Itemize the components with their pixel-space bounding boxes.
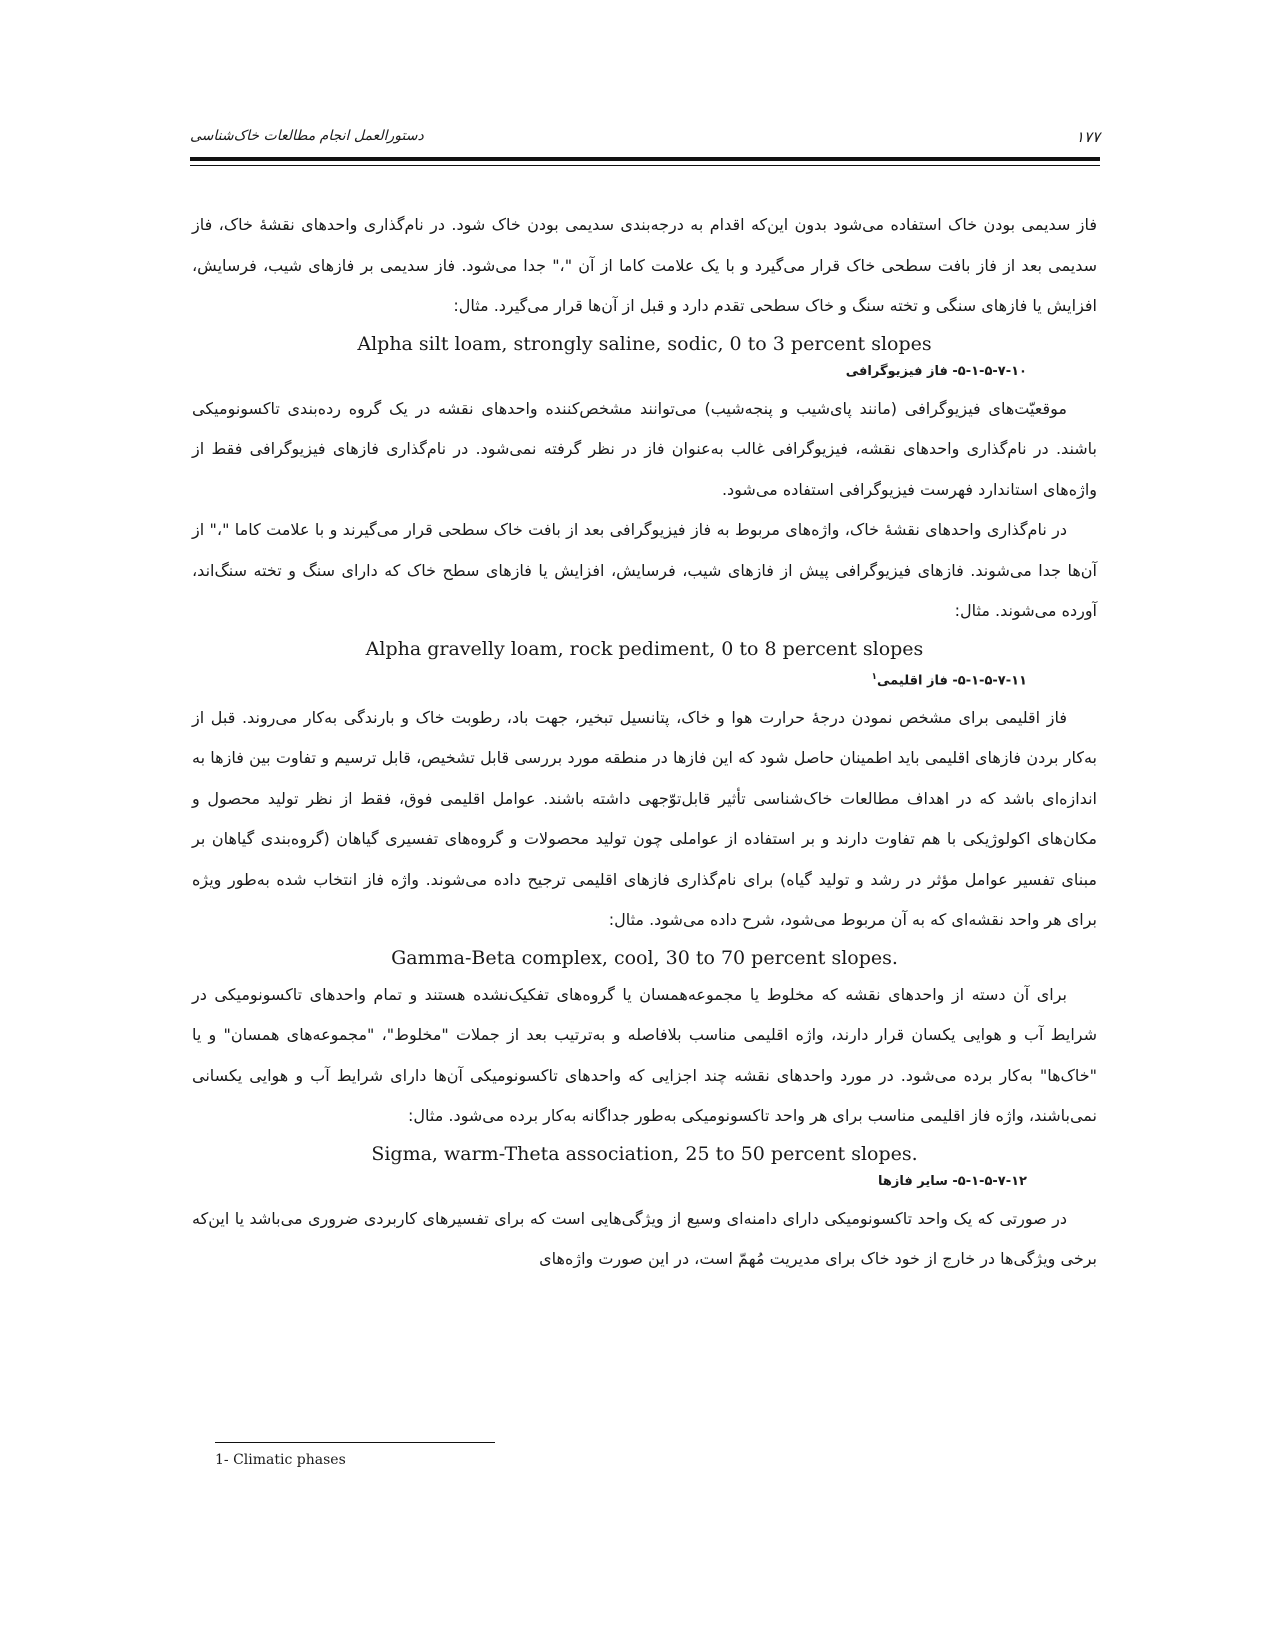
heading-other-phases: ۵-۱-۵-۷-۱۲- سایر فازها	[877, 1173, 1027, 1189]
page-header	[190, 128, 1100, 148]
paragraph-climatic-phase: فاز اقلیمی برای مشخص نمودن درجهٔ حرارت هوا و خاک، پتانسیل تبخیر، جهت باد، رطوبت خاک و بارندگی به‌کار می‌روند. قبل از به‌کار بردن فازهای اقلیمی باید اطمینان حاصل شود که این فازها در منطقه مورد بررسی قابل تشخیص، قابل ترسیم و تفاوت بین فازها به اندازه‌ای باشد که در اهداف مطالعات خاک‌شناسی تأثیر قابل‌توّجهی داشته باشند. عوامل اقلیمی فوق، فقط از نظر تولید محصول و مکان‌های اکولوژیکی با هم تفاوت دارند و بر استفاده از عواملی چون تولید محصولات و گروه‌های تفسیری گیاهان (گروه‌بندی گیاهان بر مبنای تفسیر عوامل مؤثر در رشد و تولید گیاه) برای نام‌گذاری فازهای اقلیمی ترجیح داده می‌شوند. واژه فاز انتخاب شده به‌طور ویژه برای هر واحد نقشه‌ای که به آن مربوط می‌شود، شرح داده می‌شود. مثال:	[192, 707, 1097, 930]
example-alpha-gravelly-loam: Alpha gravelly loam, rock pediment, 0 to 8 percent slopes	[365, 637, 924, 660]
header-rule-thick	[190, 157, 1100, 161]
footnote-marker: ۱	[871, 671, 878, 682]
paragraph-physiographic-naming: در نام‌گذاری واحدهای نقشهٔ خاک، واژه‌های مربوط به فاز فیزیوگرافی بعد از بافت خاک سطحی قرار می‌گیرند و با علامت کاما "،" از آن‌ها جدا می‌شوند. فازهای فیزیوگرافی پیش از فازهای شیب، فرسایش، افزایش یا فازهای سطح خاک که دارای سنگ و تخته سنگ‌اند، آورده می‌شوند. مثال:	[192, 520, 1097, 620]
paragraph-other-phases: در صورتی که یک واحد تاکسونومیکی دارای دامنه‌ای وسیع از ویژگی‌هایی است که برای تفسیرهای کاربردی ضروری می‌باشد یا این‌که برخی ویژگی‌ها در خارج از خود خاک برای مدیریت مُهمّ است، در این صورت واژه‌های	[192, 1208, 1097, 1269]
paragraph-sodic-phase: فاز سدیمی بودن خاک استفاده می‌شود بدون این‌که اقدام به درجه‌بندی سدیمی بودن خاک شود. در نام‌گذاری واحدهای نقشهٔ خاک، فاز سدیمی بعد از فاز بافت سطحی خاک قرار می‌گیرد و با یک علامت کاما از آن "،" جدا می‌شود. فاز سدیمی بر فازهای شیب، فرسایش، افزایش یا فازهای سنگی و تخته سنگ و خاک سطحی تقدم دارد و قبل از آن‌ها قرار می‌گیرد. مثال:	[192, 215, 1097, 315]
footnote: 1- Climatic phases	[215, 1452, 346, 1468]
paragraph-climatic-units: برای آن دسته از واحدهای نقشه که مخلوط یا مجموعه‌همسان یا گروه‌های تفکیک‌نشده هستند و تمام واحدهای تاکسونومیکی در شرایط آب و هوایی یکسان قرار دارند، واژه اقلیمی مناسب بلافاصله و به‌ترتیب بعد از جملات "مخلوط"، "مجموعه‌های همسان" و یا "خاک‌ها" به‌کار برده می‌شود. در مورد واحدهای نقشه چند اجزایی که واحدهای تاکسونومیکی آن‌ها دارای شرایط آب و هوایی یکسانی نمی‌باشند، واژه فاز اقلیمی مناسب برای هر واحد تاکسونومیکی به‌طور جداگانه به‌کار برده می‌شود. مثال:	[192, 984, 1097, 1126]
page-number: ۱۷۷	[1075, 128, 1100, 146]
example-sigma-theta: Sigma, warm-Theta association, 25 to 50 percent slopes.	[371, 1142, 918, 1165]
body-text	[192, 205, 1097, 1280]
footnote-rule	[215, 1442, 495, 1443]
heading-climatic-phase	[192, 666, 1097, 692]
running-title: دستورالعمل انجام مطالعات خاک‌شناسی	[190, 128, 424, 144]
header-rule-thin	[190, 165, 1100, 166]
example-gamma-beta: Gamma-Beta complex, cool, 30 to 70 percent slopes.	[391, 946, 898, 969]
heading-physiographic-phase: ۵-۱-۵-۷-۱۰- فاز فیزیوگرافی	[845, 363, 1027, 379]
heading-climatic-phase-text: ۵-۱-۵-۷-۱۱- فاز اقلیمی	[877, 672, 1027, 688]
paragraph-physiographic-positions: موقعیّت‌های فیزیوگرافی (مانند پای‌شیب و پنجه‌شیب) می‌توانند مشخص‌کننده واحدهای نقشه در یک گروه رده‌بندی تاکسونومیکی باشند. در نام‌گذاری واحدهای نقشه، فیزیوگرافی غالب به‌عنوان فاز در نظر گرفته نمی‌شود. در نام‌گذاری فازهای فیزیوگرافی فقط از واژه‌های استاندارد فهرست فیزیوگرافی استفاده می‌شود.	[192, 398, 1097, 499]
example-alpha-silt-loam: Alpha silt loam, strongly saline, sodic, 0 to 3 percent slopes	[357, 332, 932, 355]
